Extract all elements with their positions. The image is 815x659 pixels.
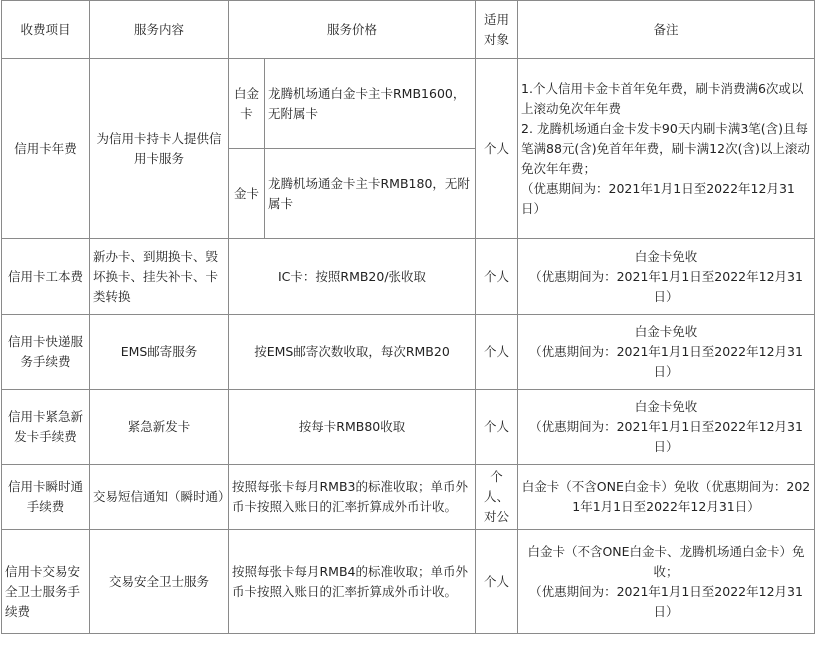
express-target: 个人 xyxy=(476,315,518,390)
production-note-1: 白金卡免收 xyxy=(634,248,698,264)
security-content: 交易安全卫士服务 xyxy=(90,530,229,634)
express-note-1: 白金卡免收 xyxy=(634,324,698,339)
sms-item: 信用卡瞬时通手续费 xyxy=(2,465,90,530)
security-note-2: （优惠期间为：2021年1月1日至2022年12月31日） xyxy=(529,583,803,619)
sms-price: 按照每张卡每月RMB3的标准收取；单币外币卡按照入账日的汇率折算成外币计收。 xyxy=(229,465,476,530)
production-note xyxy=(518,239,815,315)
production-item: 信用卡工本费 xyxy=(2,239,90,315)
urgent-content: 紧急新发卡 xyxy=(90,390,229,465)
production-content: 新办卡、到期换卡、毁坏换卡、挂失补卡、卡类转换 xyxy=(90,239,229,315)
urgent-note-1: 白金卡免收 xyxy=(634,399,698,414)
annual-gold-label: 金卡 xyxy=(229,149,265,239)
urgent-note-2: （优惠期间为：2021年1月1日至2022年12月31日） xyxy=(529,419,803,454)
production-note-2: （优惠期间为：2021年1月1日至2022年12月31日） xyxy=(529,268,803,304)
table-row-express xyxy=(2,315,815,390)
table-row-annual xyxy=(2,59,815,149)
annual-content: 为信用卡持卡人提供信用卡服务 xyxy=(90,59,229,239)
production-price: IC卡：按照RMB20/张收取 xyxy=(229,239,476,315)
sms-content: 交易短信通知（瞬时通） xyxy=(90,465,229,530)
annual-platinum-label: 白金卡 xyxy=(229,59,265,149)
express-note xyxy=(518,315,815,390)
header-content: 服务内容 xyxy=(90,1,229,59)
urgent-item: 信用卡紧急新发卡手续费 xyxy=(2,390,90,465)
header-price: 服务价格 xyxy=(229,1,476,59)
security-price: 按照每张卡每月RMB4的标准收取；单币外币卡按照入账日的汇率折算成外币计收。 xyxy=(229,530,476,634)
table-row-production xyxy=(2,239,815,315)
security-note-1: 白金卡（不含ONE白金卡、龙腾机场通白金卡）免收； xyxy=(527,543,805,579)
urgent-price: 按每卡RMB80收取 xyxy=(229,390,476,465)
annual-note xyxy=(518,59,815,239)
annual-gold-price: 龙腾机场通金卡主卡RMB180，无附属卡 xyxy=(265,149,476,239)
header-item: 收费项目 xyxy=(2,1,90,59)
header-note: 备注 xyxy=(518,1,815,59)
sms-note: 白金卡（不含ONE白金卡）免收（优惠期间为：2021年1月1日至2022年12月31日） xyxy=(518,465,815,530)
urgent-note xyxy=(518,390,815,465)
annual-note-3: （优惠期间为：2021年1月1日至2022年12月31日） xyxy=(521,180,795,216)
annual-note-2: 2. 龙腾机场通白金卡发卡90天内刷卡满3笔(含)且每笔满88元(含)免首年年费，刷卡满12次(含)以上滚动免次年年费； xyxy=(521,120,810,176)
production-target: 个人 xyxy=(476,239,518,315)
express-item: 信用卡快递服务手续费 xyxy=(2,315,90,390)
security-target: 个人 xyxy=(476,530,518,634)
annual-item: 信用卡年费 xyxy=(2,59,90,239)
table-row-sms xyxy=(2,465,815,530)
header-row xyxy=(2,1,815,59)
urgent-target: 个人 xyxy=(476,390,518,465)
table-row-urgent xyxy=(2,390,815,465)
express-content: EMS邮寄服务 xyxy=(90,315,229,390)
express-note-2: （优惠期间为：2021年1月1日至2022年12月31日） xyxy=(529,344,803,379)
security-item xyxy=(2,530,90,634)
fee-table xyxy=(1,0,815,634)
annual-target: 个人 xyxy=(476,59,518,239)
annual-note-1: 1.个人信用卡金卡首年免年费，刷卡消费满6次或以上滚动免次年年费 xyxy=(521,80,804,116)
express-price: 按EMS邮寄次数收取，每次RMB20 xyxy=(229,315,476,390)
sms-target: 个人、对公 xyxy=(476,465,518,530)
annual-platinum-price: 龙腾机场通白金卡主卡RMB1600，无附属卡 xyxy=(265,59,476,149)
table-row-security xyxy=(2,530,815,634)
header-target: 适用对象 xyxy=(476,1,518,59)
security-item-label: 信用卡交易安全卫士服务手续费 xyxy=(5,564,81,619)
security-note xyxy=(518,530,815,634)
